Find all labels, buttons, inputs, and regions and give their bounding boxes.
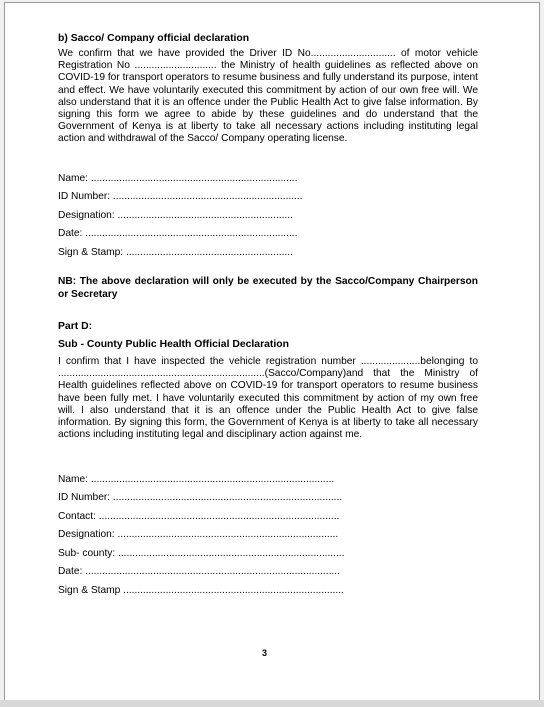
- section-b-paragraph: We confirm that we have provided the Driver ID No.............................. of motor vehicle Registration No ............................. the Ministry of health guidelines as reflected above on COVID-19 for transport operators to resume business and fully understand its purpose, intent and effect. We have voluntarily executed this commitment by action of our own free will. We also understand that it is an offence under the Public Health Act to give false information. By signing this form we agree to abide by these guidelines and do understand that the Government of Kenya is at liberty to take all necessary actions including instituting legal action and withdrawal of the Sacco/ Company operating license.: [58, 48, 478, 145]
- name-field: Name: .........................................................................: [58, 173, 298, 184]
- page-number: 3: [262, 648, 268, 658]
- nb-note: NB: The above declaration will only be executed by the Sacco/Company Chairperson or Secretary: [58, 276, 478, 300]
- part-d-paragraph: I confirm that I have inspected the vehicle registration number .....................belonging to .........................................................................(Sacco/Company)and that the Ministry of Health guidelines reflected above on COVID-19 for transport operators to resume business have been fully met. I have voluntarily executed this commitment by action of my own free will. I also understand that it is an offence under the Public Health Act to give false information. By signing this form, the Government of Kenya is at liberty to take all necessary actions including instituting legal and disciplinary action against me.: [58, 356, 478, 441]
- designation-field: Designation: ..............................................................: [58, 210, 293, 221]
- date-field: Date: ...........................................................................: [58, 228, 298, 239]
- official-sub-county-field: Sub- county: ................................................................................: [58, 548, 345, 559]
- id-number-field: ID Number: ...................................................................: [58, 191, 303, 202]
- official-sign-stamp-field: Sign & Stamp ..............................................................................: [58, 585, 344, 596]
- page-shadow: [0, 700, 544, 707]
- official-name-field: Name: ......................................................................................: [58, 474, 335, 485]
- sign-stamp-field: Sign & Stamp: ...........................................................: [58, 247, 293, 258]
- official-contact-field: Contact: .....................................................................................: [58, 511, 340, 522]
- official-id-number-field: ID Number: .................................................................................: [58, 492, 343, 503]
- part-d-heading: Sub - County Public Health Official Declaration: [58, 339, 289, 350]
- official-date-field: Date: ..........................................................................................: [58, 566, 340, 577]
- official-designation-field: Designation: ..............................................................................: [58, 529, 339, 540]
- section-b-heading: b) Sacco/ Company official declaration: [58, 33, 250, 44]
- part-d-label: Part D:: [58, 321, 93, 332]
